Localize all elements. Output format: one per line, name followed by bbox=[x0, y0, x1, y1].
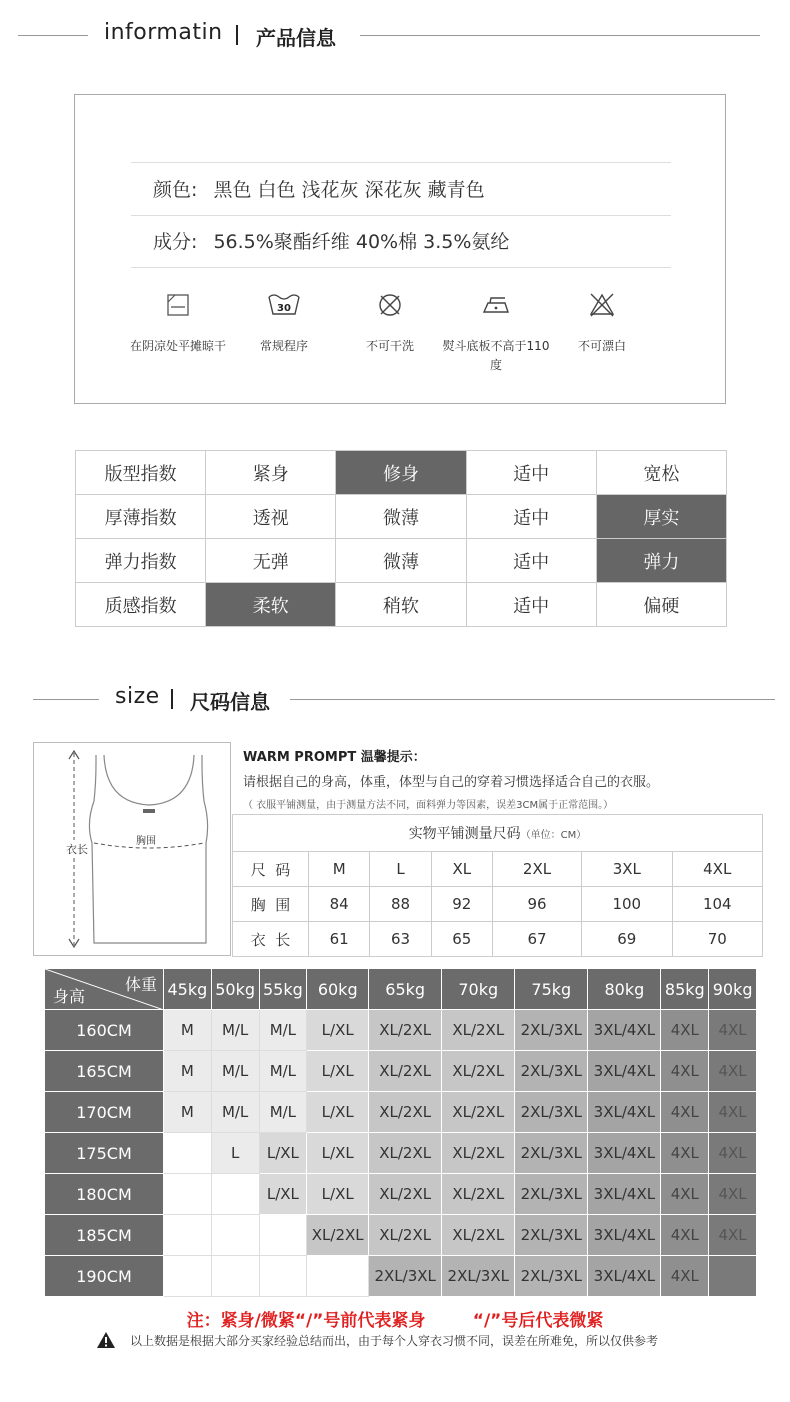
measurement-value: 92 bbox=[431, 887, 492, 922]
product-info-box bbox=[74, 94, 726, 404]
size-header-en: size bbox=[115, 684, 160, 709]
measurement-value: L bbox=[370, 852, 431, 887]
size-cell: XL/2XL bbox=[442, 1051, 515, 1092]
weight-header: 65kg bbox=[369, 969, 442, 1010]
warm-title-en: WARM PROMPT bbox=[243, 750, 357, 765]
index-option-selected: 厚实 bbox=[596, 495, 726, 539]
index-name: 版型指数 bbox=[76, 451, 206, 495]
index-option: 适中 bbox=[466, 451, 596, 495]
weight-header: 70kg bbox=[442, 969, 515, 1010]
size-cell: 4XL bbox=[661, 1174, 709, 1215]
size-cell: 4XL bbox=[661, 1256, 709, 1297]
size-row bbox=[45, 1092, 757, 1133]
weight-header: 80kg bbox=[588, 969, 661, 1010]
size-cell: M bbox=[164, 1092, 212, 1133]
index-option: 稍软 bbox=[336, 583, 466, 627]
size-cell: L/XL bbox=[307, 1051, 369, 1092]
measurement-value: 69 bbox=[582, 922, 672, 957]
index-option: 适中 bbox=[466, 583, 596, 627]
index-name: 质感指数 bbox=[76, 583, 206, 627]
measurement-value: 65 bbox=[431, 922, 492, 957]
size-cell: M/L bbox=[211, 1051, 259, 1092]
height-header: 165CM bbox=[45, 1051, 164, 1092]
size-cell: XL/2XL bbox=[369, 1010, 442, 1051]
size-cell bbox=[164, 1256, 212, 1297]
size-cell: L/XL bbox=[307, 1092, 369, 1133]
size-cell: 2XL/3XL bbox=[515, 1256, 588, 1297]
size-cell: 4XL bbox=[709, 1174, 757, 1215]
size-cell: XL/2XL bbox=[307, 1215, 369, 1256]
divider-line bbox=[18, 35, 88, 36]
care-item-iron bbox=[441, 285, 551, 375]
weight-header: 50kg bbox=[211, 969, 259, 1010]
index-option-selected: 弹力 bbox=[596, 539, 726, 583]
measurement-value: 61 bbox=[309, 922, 370, 957]
measurement-value: 67 bbox=[492, 922, 581, 957]
weight-header: 55kg bbox=[259, 969, 307, 1010]
measurement-value: XL bbox=[431, 852, 492, 887]
index-option: 偏硬 bbox=[596, 583, 726, 627]
size-recommendation-table bbox=[44, 968, 757, 1297]
size-cell: XL/2XL bbox=[369, 1092, 442, 1133]
size-cell: 2XL/3XL bbox=[515, 1133, 588, 1174]
disclaimer bbox=[96, 1331, 658, 1349]
size-cell: M/L bbox=[259, 1010, 307, 1051]
size-cell bbox=[709, 1256, 757, 1297]
divider-line bbox=[360, 35, 760, 36]
wash-30-icon bbox=[229, 285, 339, 325]
size-cell: 2XL/3XL bbox=[515, 1174, 588, 1215]
size-cell: 4XL bbox=[709, 1092, 757, 1133]
measurement-label: 衣 长 bbox=[233, 922, 309, 957]
size-cell: 4XL bbox=[661, 1092, 709, 1133]
size-cell: 2XL/3XL bbox=[515, 1092, 588, 1133]
index-option-selected: 柔软 bbox=[206, 583, 336, 627]
care-label: 在阴凉处平摊晾干 bbox=[129, 339, 226, 353]
measurement-row bbox=[233, 922, 763, 957]
divider-line bbox=[131, 267, 671, 268]
size-row bbox=[45, 1010, 757, 1051]
measurement-value: 2XL bbox=[492, 852, 581, 887]
size-row bbox=[45, 1133, 757, 1174]
size-cell bbox=[211, 1256, 259, 1297]
color-value: 黑色 白色 浅花灰 深花灰 藏青色 bbox=[213, 179, 485, 201]
index-option: 微薄 bbox=[336, 495, 466, 539]
size-note: 注：紧身/微紧“/”号前代表紧身 “/”号后代表微紧 bbox=[186, 1311, 604, 1331]
size-cell: 4XL bbox=[661, 1051, 709, 1092]
size-section-header bbox=[0, 680, 790, 720]
size-cell: M bbox=[164, 1051, 212, 1092]
size-cell: L bbox=[211, 1133, 259, 1174]
size-cell: L/XL bbox=[259, 1133, 307, 1174]
index-option-selected: 修身 bbox=[336, 451, 466, 495]
no-dry-clean-icon bbox=[335, 285, 445, 325]
iron-icon bbox=[441, 285, 551, 325]
size-cell: 2XL/3XL bbox=[515, 1051, 588, 1092]
height-header: 185CM bbox=[45, 1215, 164, 1256]
size-row bbox=[45, 1256, 757, 1297]
size-cell: XL/2XL bbox=[369, 1051, 442, 1092]
size-cell bbox=[164, 1174, 212, 1215]
divider-line bbox=[131, 215, 671, 216]
size-cell: L/XL bbox=[307, 1174, 369, 1215]
size-cell: XL/2XL bbox=[442, 1133, 515, 1174]
caption-unit: （单位：CM） bbox=[520, 830, 587, 841]
size-cell: XL/2XL bbox=[442, 1215, 515, 1256]
warm-line-1: 请根据自己的身高，体重，体型与自己的穿着习惯选择适合自己的衣服。 bbox=[243, 775, 660, 790]
index-name: 弹力指数 bbox=[76, 539, 206, 583]
size-cell: 2XL/3XL bbox=[515, 1215, 588, 1256]
size-cell bbox=[164, 1215, 212, 1256]
height-header: 160CM bbox=[45, 1010, 164, 1051]
weight-header: 60kg bbox=[307, 969, 369, 1010]
index-option: 适中 bbox=[466, 539, 596, 583]
divider-line bbox=[33, 699, 99, 700]
size-cell: M/L bbox=[259, 1092, 307, 1133]
size-cell: 2XL/3XL bbox=[442, 1256, 515, 1297]
index-option: 无弹 bbox=[206, 539, 336, 583]
measurement-value: 63 bbox=[370, 922, 431, 957]
size-cell: 3XL/4XL bbox=[588, 1051, 661, 1092]
measurement-value: 100 bbox=[582, 887, 672, 922]
warm-line-2: （ 衣服平铺测量，由于测量方法不同，面料弹力等因素，误差3CM属于正常范围。） bbox=[243, 800, 614, 811]
weight-header: 90kg bbox=[709, 969, 757, 1010]
index-name: 厚薄指数 bbox=[76, 495, 206, 539]
info-section-header bbox=[0, 16, 790, 56]
size-cell: M/L bbox=[211, 1092, 259, 1133]
measurement-caption bbox=[233, 815, 763, 852]
size-cell bbox=[164, 1133, 212, 1174]
size-cell: 2XL/3XL bbox=[515, 1010, 588, 1051]
no-bleach-icon bbox=[547, 285, 657, 325]
size-cell: 3XL/4XL bbox=[588, 1174, 661, 1215]
material-value: 56.5%聚酯纤维 40%棉 3.5%氨纶 bbox=[213, 231, 510, 253]
weight-header: 85kg bbox=[661, 969, 709, 1010]
care-label: 不可干洗 bbox=[365, 339, 414, 353]
measurement-value: 3XL bbox=[582, 852, 672, 887]
size-cell: 3XL/4XL bbox=[588, 1092, 661, 1133]
index-option: 宽松 bbox=[596, 451, 726, 495]
size-row bbox=[45, 1051, 757, 1092]
size-row bbox=[45, 1215, 757, 1256]
weight-header: 45kg bbox=[164, 969, 212, 1010]
size-cell bbox=[307, 1256, 369, 1297]
size-cell: 2XL/3XL bbox=[369, 1256, 442, 1297]
index-row bbox=[76, 583, 727, 627]
size-cell bbox=[211, 1174, 259, 1215]
header-separator bbox=[236, 25, 238, 45]
corner-cell bbox=[45, 969, 164, 1010]
length-label: 衣长 bbox=[66, 840, 88, 858]
size-cell: 4XL bbox=[661, 1133, 709, 1174]
measurement-row bbox=[233, 887, 763, 922]
size-cell: XL/2XL bbox=[442, 1092, 515, 1133]
care-item-flat-dry bbox=[123, 285, 233, 356]
measurement-label: 胸 围 bbox=[233, 887, 309, 922]
measurement-value: 96 bbox=[492, 887, 581, 922]
chest-label: 胸围 bbox=[136, 832, 156, 847]
index-option: 透视 bbox=[206, 495, 336, 539]
size-cell bbox=[211, 1215, 259, 1256]
garment-figure bbox=[33, 742, 231, 956]
measurement-value: 104 bbox=[672, 887, 762, 922]
size-cell: XL/2XL bbox=[369, 1174, 442, 1215]
care-item-wash-30 bbox=[229, 285, 339, 356]
measurement-value: 70 bbox=[672, 922, 762, 957]
size-cell: 3XL/4XL bbox=[588, 1010, 661, 1051]
corner-weight: 体重 bbox=[124, 975, 157, 994]
measurement-label: 尺 码 bbox=[233, 852, 309, 887]
size-cell: 3XL/4XL bbox=[588, 1256, 661, 1297]
divider-line bbox=[290, 699, 775, 700]
size-cell: XL/2XL bbox=[442, 1010, 515, 1051]
care-label: 不可漂白 bbox=[577, 339, 626, 353]
color-row bbox=[153, 175, 485, 202]
size-cell: 4XL bbox=[709, 1010, 757, 1051]
index-option: 微薄 bbox=[336, 539, 466, 583]
size-cell: 3XL/4XL bbox=[588, 1133, 661, 1174]
size-cell: 4XL bbox=[661, 1010, 709, 1051]
height-header: 190CM bbox=[45, 1256, 164, 1297]
height-header: 180CM bbox=[45, 1174, 164, 1215]
size-cell: L/XL bbox=[307, 1133, 369, 1174]
index-row bbox=[76, 495, 727, 539]
warning-icon bbox=[96, 1331, 116, 1349]
size-cell: 4XL bbox=[661, 1215, 709, 1256]
size-cell bbox=[259, 1256, 307, 1297]
size-cell: M/L bbox=[259, 1051, 307, 1092]
warm-prompt bbox=[243, 746, 659, 811]
index-row bbox=[76, 539, 727, 583]
color-label: 颜色: bbox=[153, 179, 198, 201]
size-header-row bbox=[45, 969, 757, 1010]
warm-title-cn: 温馨提示： bbox=[360, 750, 426, 765]
index-row bbox=[76, 451, 727, 495]
size-cell: XL/2XL bbox=[369, 1133, 442, 1174]
height-header: 175CM bbox=[45, 1133, 164, 1174]
measurement-value: 4XL bbox=[672, 852, 762, 887]
measurement-row bbox=[233, 852, 763, 887]
material-row bbox=[153, 227, 509, 254]
size-cell: L/XL bbox=[307, 1010, 369, 1051]
index-option: 适中 bbox=[466, 495, 596, 539]
divider-line bbox=[131, 162, 671, 163]
size-cell: 3XL/4XL bbox=[588, 1215, 661, 1256]
size-header-cn: 尺码信息 bbox=[190, 690, 270, 714]
size-cell: M bbox=[164, 1010, 212, 1051]
header-separator bbox=[171, 689, 173, 709]
size-cell: XL/2XL bbox=[442, 1174, 515, 1215]
care-label: 常规程序 bbox=[259, 339, 308, 353]
caption-text: 实物平铺测量尺码 bbox=[408, 826, 521, 842]
size-cell: 4XL bbox=[709, 1133, 757, 1174]
size-cell: 4XL bbox=[709, 1215, 757, 1256]
corner-height: 身高 bbox=[53, 987, 86, 1006]
index-option: 紧身 bbox=[206, 451, 336, 495]
measurement-table bbox=[232, 814, 763, 957]
size-cell: XL/2XL bbox=[369, 1215, 442, 1256]
size-cell: L/XL bbox=[259, 1174, 307, 1215]
info-header-cn: 产品信息 bbox=[256, 26, 336, 50]
size-row bbox=[45, 1174, 757, 1215]
care-item-no-bleach bbox=[547, 285, 657, 356]
wash-temp-text: 30 bbox=[277, 303, 291, 314]
size-cell: 4XL bbox=[709, 1051, 757, 1092]
care-label: 熨斗底板不高于110度 bbox=[442, 339, 550, 372]
disclaimer-text: 以上数据是根据大部分买家经验总结而出，由于每个人穿衣习惯不同，误差在所难免，所以仅供参考 bbox=[130, 1333, 659, 1348]
weight-header: 75kg bbox=[515, 969, 588, 1010]
measurement-value: 88 bbox=[370, 887, 431, 922]
fit-index-table bbox=[75, 450, 727, 627]
size-cell: M/L bbox=[211, 1010, 259, 1051]
height-header: 170CM bbox=[45, 1092, 164, 1133]
material-label: 成分: bbox=[153, 231, 198, 253]
flat-dry-shade-icon bbox=[123, 285, 233, 325]
care-item-no-dry-clean bbox=[335, 285, 445, 356]
measurement-value: 84 bbox=[309, 887, 370, 922]
size-cell bbox=[259, 1215, 307, 1256]
measurement-value: M bbox=[309, 852, 370, 887]
info-header-en: informatin bbox=[104, 20, 223, 45]
